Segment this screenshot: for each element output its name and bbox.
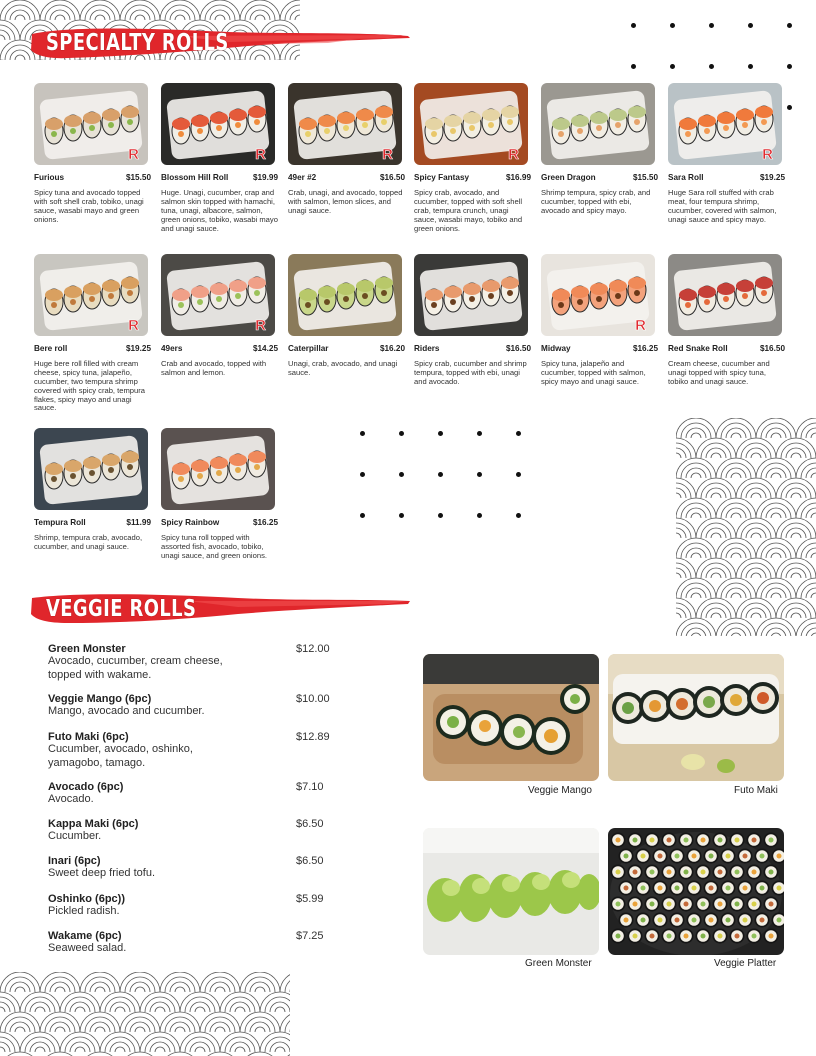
roll-header (34, 344, 151, 353)
veggie-roll-description: Avocado. (48, 793, 94, 805)
photo-green-monster (423, 828, 599, 955)
roll-price: $16.20 (379, 344, 405, 353)
roll-description: Huge. Unagi, cucumber, crap and salmon skin topped with hamachi, tuna, unagi, albacore, salmon, green onions, tobiko, wasabi mayo and unagi sauce. (161, 188, 278, 233)
veggie-roll-item (48, 731, 330, 771)
roll-header (161, 173, 278, 182)
roll-header (541, 344, 658, 353)
roll-description: Huge bere roll filled with cream cheese, spicy tuna, jalapeño, cucumber, two tempura shrimp covered with spicy crab, tempura flakes, spicy mayo and unagi sauce. (34, 359, 145, 413)
roll-photo (668, 83, 782, 165)
roll-description: Huge Sara roll stuffed with crab meat, four tempura shrimp, cucumber, covered with salmon, unagi sauce and spicy mayo. (668, 188, 777, 224)
caption-green-monster: Green Monster (525, 958, 592, 969)
roll-price: $16.50 (759, 344, 785, 353)
roll-name: Riders (414, 344, 440, 353)
veggie-roll-item (48, 930, 324, 956)
veggie-roll-name: Futo Maki (6pc) (48, 731, 129, 743)
roll-header (668, 173, 785, 182)
specialty-roll-card (414, 83, 531, 233)
roll-photo (161, 83, 275, 165)
roll-photo (541, 83, 655, 165)
roll-header (288, 173, 405, 182)
photo-veggie-mango (423, 654, 599, 781)
veggie-roll-price: $6.50 (296, 855, 324, 867)
raw-badge: R (762, 146, 773, 163)
roll-header (34, 173, 151, 182)
roll-description: Spicy tuna, jalapeño and cucumber, topped with salmon, spicy mayo and unagi sauce. (541, 359, 646, 386)
specialty-roll-card (541, 254, 658, 387)
veggie-roll-name: Inari (6pc) (48, 855, 101, 867)
roll-description: Spicy crab, avocado, and cucumber, topped with soft shell crab, tempura crunch, unagi sauce, wasabi mayo, tobiko and green onions. (414, 188, 523, 233)
roll-description: Crab and avocado, topped with salmon and lemon. (161, 359, 267, 377)
roll-photo (668, 254, 782, 336)
caption-veggie-mango: Veggie Mango (528, 785, 592, 796)
veggie-roll-name: Kappa Maki (6pc) (48, 818, 139, 830)
specialty-roll-card (161, 428, 278, 561)
raw-badge: R (255, 146, 266, 163)
caption-veggie-platter: Veggie Platter (714, 958, 777, 969)
veggie-roll-name: Wakame (6pc) (48, 930, 122, 942)
roll-header (414, 344, 531, 353)
roll-price: $15.50 (125, 173, 151, 182)
roll-name: Spicy Rainbow (161, 518, 220, 527)
roll-name: Bere roll (34, 344, 68, 353)
roll-header (161, 518, 278, 527)
roll-price: $14.25 (252, 344, 278, 353)
roll-name: Spicy Fantasy (414, 173, 470, 182)
wave-pattern-right (676, 418, 816, 636)
roll-name: Furious (34, 173, 65, 182)
veggie-roll-name: Oshinko (6pc)) (48, 893, 126, 905)
roll-photo (414, 254, 528, 336)
roll-name: Red Snake Roll (668, 344, 728, 353)
roll-name: 49ers (161, 344, 183, 353)
caption-futo-maki: Futo Maki (734, 785, 778, 796)
roll-price: $19.99 (252, 173, 278, 182)
roll-photo (541, 254, 655, 336)
specialty-roll-card (34, 83, 151, 225)
raw-badge: R (128, 146, 139, 163)
specialty-roll-card (34, 254, 151, 413)
roll-description: Spicy crab, cucumber and shrimp tempura, topped with ebi, unagi and avocado. (414, 359, 527, 386)
roll-photo (34, 428, 148, 510)
veggie-rolls-banner (28, 590, 413, 630)
specialty-roll-card (414, 254, 531, 387)
specialty-roll-card (541, 83, 658, 216)
roll-header (34, 518, 151, 527)
roll-name: Sara Roll (668, 173, 704, 182)
roll-description: Cream cheese, cucumber and unagi topped with spicy tuna, tobiko and unagi sauce. (668, 359, 770, 386)
specialty-roll-card (288, 83, 405, 216)
veggie-roll-item (48, 818, 324, 844)
roll-photo (34, 254, 148, 336)
roll-name: Caterpillar (288, 344, 329, 353)
specialty-roll-card (288, 254, 405, 378)
wave-pattern-bottom-left (0, 972, 290, 1056)
roll-header (541, 173, 658, 182)
section-title-specialty: SPECIALTY ROLLS (46, 30, 229, 56)
veggie-roll-name: Green Monster (48, 643, 126, 655)
raw-badge: R (635, 317, 646, 334)
roll-price: $11.99 (126, 518, 151, 527)
veggie-roll-price: $6.50 (296, 818, 324, 830)
roll-description: Shrimp, tempura crab, avocado, cucumber, and unagi sauce. (34, 533, 143, 551)
veggie-roll-price: $7.10 (296, 781, 324, 793)
specialty-roll-card (668, 254, 785, 387)
roll-photo (288, 254, 402, 336)
roll-description: Unagi, crab, avocado, and unagi sauce. (288, 359, 398, 377)
veggie-roll-description: Pickled radish. (48, 905, 120, 917)
section-title-veggie: VEGGIE ROLLS (46, 596, 197, 622)
veggie-roll-price: $12.89 (296, 731, 330, 743)
veggie-roll-description: Sweet deep fried tofu. (48, 867, 156, 879)
veggie-roll-price: $5.99 (296, 893, 324, 905)
veggie-roll-item (48, 855, 324, 881)
raw-badge: R (508, 146, 519, 163)
roll-photo (161, 254, 275, 336)
dot-grid-middle (360, 431, 521, 518)
photo-futo-maki (608, 654, 784, 781)
roll-description: Spicy tuna roll topped with assorted fish, avocado, tobiko, unagi sauce, and green onions. (161, 533, 267, 560)
roll-photo (414, 83, 528, 165)
roll-description: Shrimp tempura, spicy crab, and cucumber, topped with ebi, avocado and spicy mayo. (541, 188, 651, 215)
raw-badge: R (255, 317, 266, 334)
raw-badge: R (128, 317, 139, 334)
roll-price: $19.25 (759, 173, 785, 182)
veggie-roll-description: Avocado, cucumber, cream cheese, topped with wakame. (48, 655, 223, 681)
roll-header (414, 173, 531, 182)
roll-photo (288, 83, 402, 165)
veggie-roll-item (48, 893, 324, 919)
veggie-roll-description: Mango, avocado and cucumber. (48, 705, 205, 717)
roll-name: 49er #2 (288, 173, 317, 182)
roll-photo (161, 428, 275, 510)
roll-description: Spicy tuna and avocado topped with soft shell crab, tobiko, unagi sauce, wasabi mayo and green onions. (34, 188, 144, 224)
veggie-roll-price: $10.00 (296, 693, 330, 705)
roll-header (161, 344, 278, 353)
veggie-roll-name: Veggie Mango (6pc) (48, 693, 152, 705)
specialty-roll-card (34, 428, 151, 552)
roll-price: $16.50 (379, 173, 405, 182)
roll-price: $16.25 (632, 344, 658, 353)
raw-badge: R (382, 146, 393, 163)
roll-price: $16.99 (505, 173, 531, 182)
specialty-roll-card (668, 83, 785, 225)
veggie-roll-price: $12.00 (296, 643, 330, 655)
roll-price: $19.25 (125, 344, 151, 353)
roll-name: Green Dragon (541, 173, 596, 182)
specialty-roll-card (161, 83, 278, 233)
veggie-roll-description: Seaweed salad. (48, 942, 127, 954)
roll-photo (34, 83, 148, 165)
veggie-roll-item (48, 781, 324, 807)
veggie-roll-item (48, 643, 330, 683)
specialty-rolls-banner (28, 24, 413, 64)
veggie-roll-item (48, 693, 330, 719)
specialty-roll-card (161, 254, 278, 378)
veggie-roll-name: Avocado (6pc) (48, 781, 124, 793)
veggie-roll-description: Cucumber. (48, 830, 102, 842)
photo-veggie-platter (608, 828, 784, 955)
roll-name: Midway (541, 344, 571, 353)
roll-header (668, 344, 785, 353)
roll-price: $16.25 (252, 518, 278, 527)
roll-price: $16.50 (505, 344, 531, 353)
roll-price: $15.50 (632, 173, 658, 182)
roll-name: Blossom Hill Roll (161, 173, 229, 182)
roll-name: Tempura Roll (34, 518, 86, 527)
roll-description: Crab, unagi, and avocado, topped with salmon, lemon slices, and unagi sauce. (288, 188, 403, 215)
veggie-roll-price: $7.25 (296, 930, 324, 942)
veggie-roll-description: Cucumber, avocado, oshinko, yamagobo, tamago. (48, 743, 193, 769)
roll-header (288, 344, 405, 353)
